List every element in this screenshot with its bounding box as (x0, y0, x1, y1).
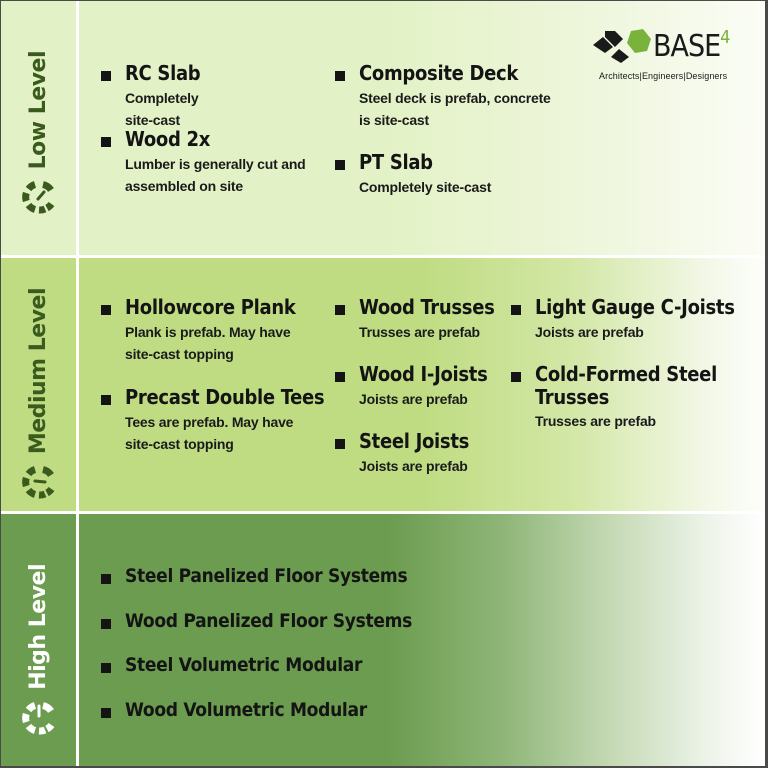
item-title: Wood Volumetric Modular (125, 699, 367, 721)
row-medium-level (1, 258, 765, 511)
base4-logo (591, 25, 741, 87)
item-title: Wood I-Joists (359, 362, 488, 386)
item-desc: Completely site-cast (125, 90, 199, 128)
bullet-icon (335, 305, 345, 315)
item-title-line2: Trusses (535, 385, 610, 409)
content-cell-medium (79, 258, 765, 511)
logo-tagline: Architects|Engineers|Designers (599, 71, 728, 81)
bullet-icon (101, 71, 111, 81)
bullet-icon (101, 137, 111, 147)
item-desc: Trusses are prefab (359, 324, 480, 340)
item-title: PT Slab (359, 150, 433, 174)
prefab-levels-diagram (1, 1, 765, 766)
item-desc: Trusses are prefab (535, 413, 656, 429)
item-title: Composite Deck (359, 61, 519, 85)
item-title: Cold-Formed Steel (535, 362, 717, 386)
label-cell-medium (1, 258, 76, 511)
level-title-high: High Level (26, 564, 51, 690)
bullet-icon (101, 305, 111, 315)
bullet-icon (335, 71, 345, 81)
level-label-low (1, 51, 76, 215)
item-title: Steel Joists (359, 429, 470, 453)
row-low-level (1, 1, 765, 255)
item-desc: Joists are prefab (359, 391, 468, 407)
level-label-medium (1, 288, 76, 500)
bullet-icon (101, 663, 111, 673)
item-desc: site-cast topping (125, 436, 234, 452)
label-cell-low (1, 1, 76, 255)
item-title: Wood 2x (125, 127, 211, 151)
item-title: Steel Volumetric Modular (125, 654, 363, 676)
item-title: Wood Panelized Floor Systems (125, 610, 413, 632)
bullet-icon (335, 372, 345, 382)
gauge-high-icon (21, 700, 57, 736)
item-desc: assembled on site (125, 178, 243, 194)
gauge-medium-icon (21, 464, 57, 500)
item-desc: Joists are prefab (359, 458, 468, 474)
row-high-level (1, 514, 765, 766)
logo-name: BASE (653, 29, 721, 64)
bullet-icon (511, 305, 521, 315)
item-title: Wood Trusses (359, 295, 495, 319)
level-title-low: Low Level (26, 51, 51, 170)
item-desc: Plank is prefab. May have (125, 324, 291, 340)
bullet-icon (101, 619, 111, 629)
item-desc: Tees are prefab. May have (125, 414, 294, 430)
bullet-icon (101, 574, 111, 584)
bullet-icon (101, 708, 111, 718)
bullet-icon (101, 395, 111, 405)
item-desc: site-cast topping (125, 346, 234, 362)
bullet-icon (335, 439, 345, 449)
logo-wordmark (653, 29, 729, 64)
item-desc: Lumber is generally cut and (125, 156, 306, 172)
bullet-icon (511, 372, 521, 382)
bullet-icon (335, 160, 345, 170)
gauge-low-icon (21, 179, 57, 215)
content-cell-high (79, 514, 765, 766)
item-title: Steel Panelized Floor Systems (125, 565, 408, 587)
level-label-high (1, 564, 76, 736)
item-desc: Joists are prefab (535, 324, 644, 340)
item-title: Hollowcore Plank (125, 295, 296, 319)
level-title-medium: Medium Level (26, 288, 51, 455)
logo-superscript: 4 (720, 27, 730, 48)
logo-mark-icon (591, 25, 653, 65)
label-cell-high (1, 514, 76, 766)
item-title: Precast Double Tees (125, 385, 325, 409)
item-desc: Steel deck is prefab, concrete (359, 90, 551, 106)
item-desc: Completely site-cast (359, 179, 492, 195)
item-title: RC Slab (125, 61, 201, 85)
item-title: Light Gauge C-Joists (535, 295, 735, 319)
item-desc: is site-cast (359, 112, 429, 128)
